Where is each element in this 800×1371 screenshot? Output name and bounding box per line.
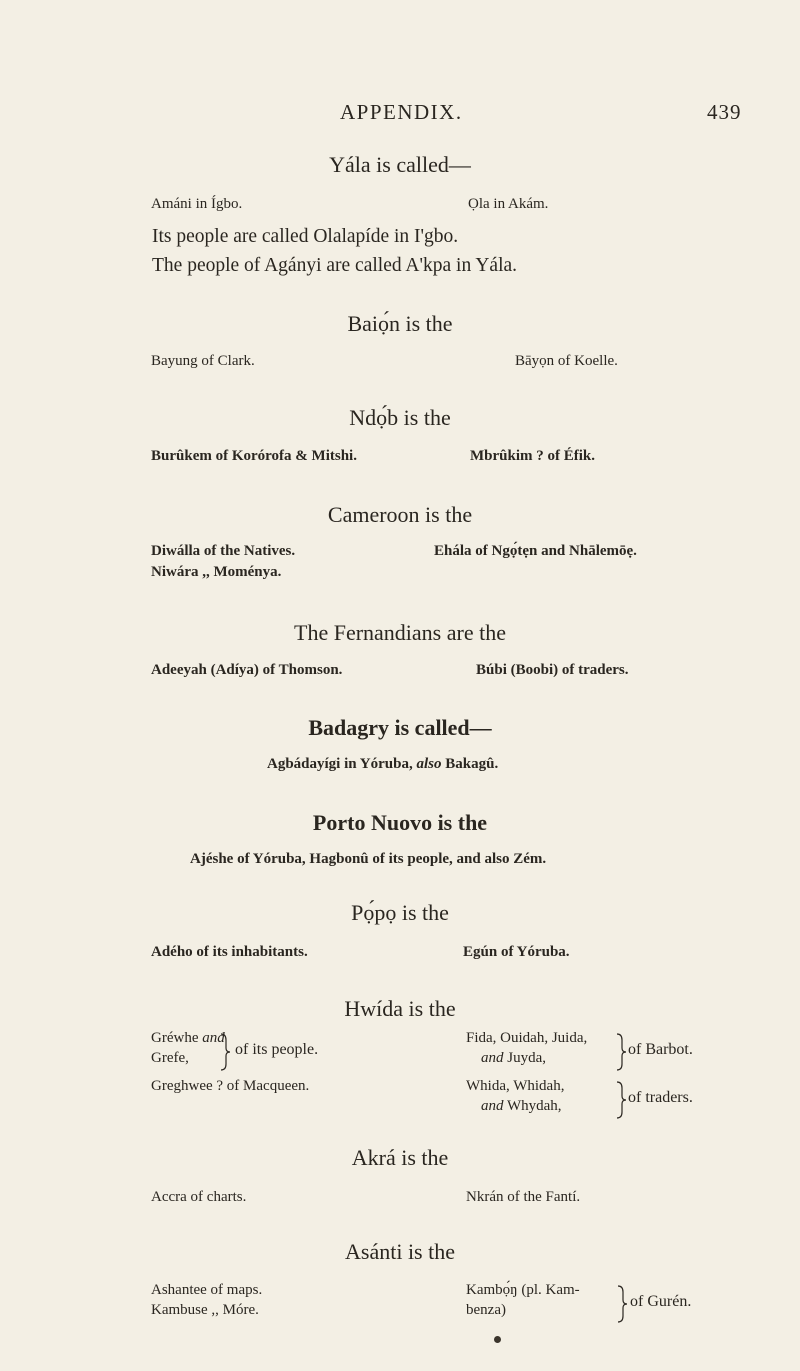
akra-left: Accra of charts. <box>151 1189 247 1205</box>
baion-right: Bāyọn of Koelle. <box>515 353 618 369</box>
badagry-line <box>267 756 498 773</box>
hwida-right-2 <box>481 1050 546 1067</box>
asanti-right-2: benza) <box>466 1302 506 1318</box>
asanti-right-brace <box>616 1284 628 1324</box>
hwida-left-1 <box>151 1030 225 1047</box>
yala-right: Ọla in Akám. <box>468 196 549 212</box>
page-number: 439 <box>707 100 742 124</box>
hwida-left-2: Grefe, <box>151 1050 189 1066</box>
hwida-left-1-text: Gréwhe <box>151 1030 199 1046</box>
akra-heading: Akrá is the <box>351 1145 449 1170</box>
asanti-right-group: of Gurén. <box>630 1293 692 1310</box>
hwida-left-brace <box>219 1032 231 1072</box>
popo-left: Adého of its inhabitants. <box>151 944 308 960</box>
ndob-right: Mbrûkim ? of Éfik. <box>470 448 596 464</box>
yala-heading: Yála is called— <box>329 152 471 177</box>
hwida-right-2-text: Juyda, <box>507 1050 546 1066</box>
badagry-heading: Badagry is called— <box>308 715 492 740</box>
ndob-left: Burûkem of Korórofa & Mitshi. <box>151 448 357 464</box>
baion-left: Bayung of Clark. <box>151 353 255 369</box>
running-title: APPENDIX. <box>340 100 463 124</box>
akra-right: Nkrán of the Fantí. <box>466 1189 581 1205</box>
hwida-right-group-1: of Barbot. <box>628 1041 693 1058</box>
yala-line-1: Its people are called Olalapíde in I'gbo. <box>152 226 459 247</box>
hwida-left-group: of its people. <box>235 1041 319 1058</box>
cameroon-left-2: Niwára ,, Moménya. <box>151 564 282 580</box>
hwida-right-brace-1 <box>615 1032 627 1072</box>
asanti-left-1: Ashantee of maps. <box>151 1282 263 1298</box>
asanti-heading: Asánti is the <box>345 1239 455 1264</box>
baion-heading: Baiọ́n is the <box>347 311 453 336</box>
asanti-right-1: Kambọ́ŋ (pl. Kam- <box>466 1282 580 1298</box>
hwida-heading: Hwída is the <box>344 996 456 1021</box>
hwida-left-3: Greghwee ? of Macqueen. <box>151 1078 310 1094</box>
hwida-right-brace-2 <box>615 1080 627 1120</box>
badagry-line-a: Agbádayígi in Yóruba, <box>267 756 413 772</box>
popo-right: Egún of Yóruba. <box>463 944 570 960</box>
yala-line-2: The people of Agányi are called A'kpa in Yála. <box>152 255 518 276</box>
popo-heading: Pọ́pọ is the <box>351 900 449 925</box>
porto-line: Ajéshe of Yóruba, Hagbonû of its people, and also Zém. <box>190 851 547 867</box>
ndob-heading: Ndọ́b is the <box>349 405 451 430</box>
hwida-right-group-2: of traders. <box>628 1089 693 1106</box>
hwida-right-4-text: Whydah, <box>506 1098 562 1114</box>
porto-heading: Porto Nuovo is the <box>312 810 488 835</box>
printer-mark <box>494 1336 501 1343</box>
page-header <box>0 100 800 130</box>
yala-left: Amáni in Ígbo. <box>151 196 243 212</box>
hwida-left-1-and: and <box>202 1030 225 1046</box>
cameroon-left-1: Diwálla of the Natives. <box>151 543 296 559</box>
hwida-right-1: Fida, Ouidah, Juida, <box>466 1030 588 1046</box>
cameroon-right: Ehála of Ngọ́tẹn and Nhālemōẹ. <box>434 543 637 559</box>
hwida-right-4 <box>481 1098 562 1115</box>
asanti-left-2: Kambuse ,, Móre. <box>151 1302 259 1318</box>
badagry-line-b: Bakagû. <box>445 756 499 772</box>
fernandians-right: Búbi (Boobi) of traders. <box>476 662 629 678</box>
cameroon-heading: Cameroon is the <box>327 502 473 527</box>
hwida-right-4-and: and <box>481 1098 504 1114</box>
hwida-right-3: Whida, Whidah, <box>466 1078 565 1094</box>
fernandians-left: Adeeyah (Adíya) of Thomson. <box>151 662 343 678</box>
badagry-also: also <box>416 756 442 772</box>
hwida-right-2-and: and <box>481 1050 504 1066</box>
fernandians-heading: The Fernandians are the <box>294 620 506 645</box>
